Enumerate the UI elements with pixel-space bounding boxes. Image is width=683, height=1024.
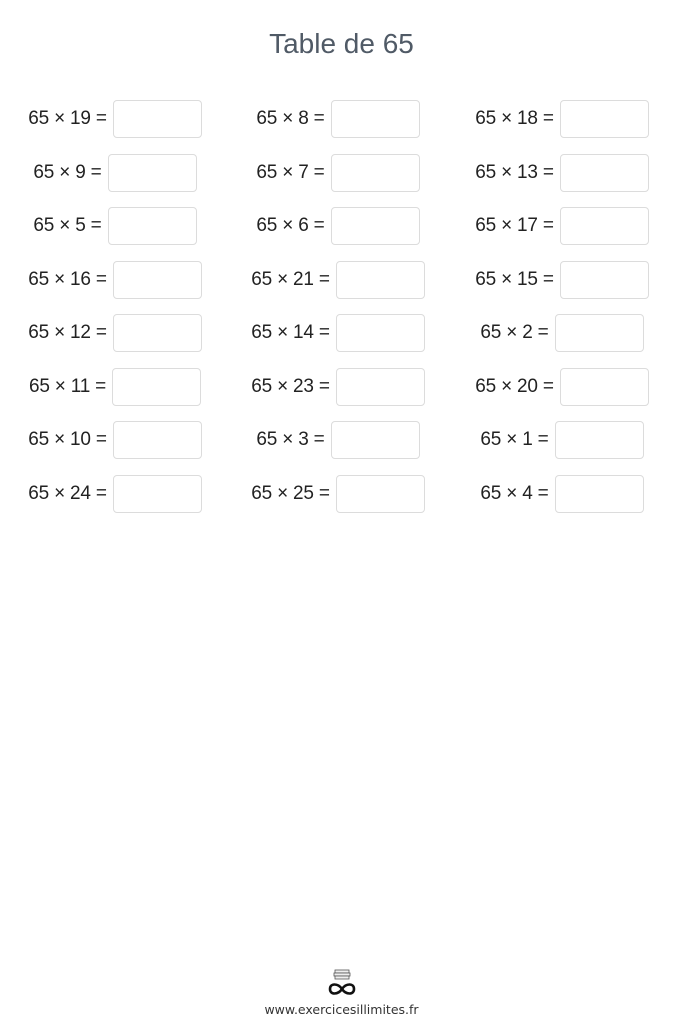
exercise-row <box>0 367 683 407</box>
answer-input[interactable] <box>560 261 649 299</box>
answer-input[interactable] <box>113 314 202 352</box>
exercise-label: 65 × 4 = <box>480 483 549 504</box>
exercise-label: 65 × 7 = <box>256 162 325 183</box>
exercise-item <box>226 420 450 460</box>
exercise-row <box>0 206 683 246</box>
exercise-item <box>450 206 674 246</box>
exercise-label: 65 × 17 = <box>475 215 554 236</box>
page-title: Table de 65 <box>269 28 414 59</box>
answer-input[interactable] <box>331 207 420 245</box>
exercise-row <box>0 313 683 353</box>
answer-input[interactable] <box>113 100 202 138</box>
exercise-item <box>226 153 450 193</box>
answer-input[interactable] <box>112 368 201 406</box>
exercise-label: 65 × 8 = <box>256 108 325 129</box>
site-url: www.exercicesillimites.fr <box>264 1002 419 1017</box>
exercise-label: 65 × 9 = <box>33 162 102 183</box>
answer-input[interactable] <box>336 314 425 352</box>
exercise-row <box>0 474 683 514</box>
exercise-label: 65 × 24 = <box>28 483 107 504</box>
exercise-label: 65 × 6 = <box>256 215 325 236</box>
answer-input[interactable] <box>113 261 202 299</box>
exercise-item <box>3 153 227 193</box>
exercise-label: 65 × 15 = <box>475 269 554 290</box>
answer-input[interactable] <box>331 154 420 192</box>
exercise-item <box>450 260 674 300</box>
exercise-item <box>226 367 450 407</box>
exercise-item <box>3 474 227 514</box>
answer-input[interactable] <box>560 154 649 192</box>
answer-input[interactable] <box>331 421 420 459</box>
answer-input[interactable] <box>113 475 202 513</box>
exercise-item <box>226 313 450 353</box>
exercise-item <box>3 420 227 460</box>
exercise-item <box>450 99 674 139</box>
exercise-label: 65 × 23 = <box>251 376 330 397</box>
exercise-item <box>450 313 674 353</box>
exercise-row <box>0 153 683 193</box>
answer-input[interactable] <box>336 475 425 513</box>
exercise-item <box>3 206 227 246</box>
exercise-row <box>0 260 683 300</box>
answer-input[interactable] <box>108 154 197 192</box>
exercise-label: 65 × 18 = <box>475 108 554 129</box>
exercise-row <box>0 420 683 460</box>
exercise-label: 65 × 1 = <box>480 429 549 450</box>
exercise-item <box>450 474 674 514</box>
exercise-label: 65 × 14 = <box>251 322 330 343</box>
answer-input[interactable] <box>113 421 202 459</box>
answer-input[interactable] <box>560 368 649 406</box>
exercise-label: 65 × 10 = <box>28 429 107 450</box>
answer-input[interactable] <box>331 100 420 138</box>
exercise-label: 65 × 5 = <box>33 215 102 236</box>
answer-input[interactable] <box>336 261 425 299</box>
answer-input[interactable] <box>555 314 644 352</box>
exercise-item <box>226 260 450 300</box>
exercise-label: 65 × 13 = <box>475 162 554 183</box>
exercise-label: 65 × 20 = <box>475 376 554 397</box>
exercise-label: 65 × 3 = <box>256 429 325 450</box>
exercise-label: 65 × 12 = <box>28 322 107 343</box>
exercise-item <box>226 99 450 139</box>
exercise-label: 65 × 21 = <box>251 269 330 290</box>
exercise-label: 65 × 11 = <box>28 376 107 397</box>
exercise-row <box>0 99 683 139</box>
exercise-item <box>226 206 450 246</box>
exercise-item <box>3 313 227 353</box>
exercise-item <box>3 367 227 407</box>
answer-input[interactable] <box>555 421 644 459</box>
exercise-label: 65 × 2 = <box>480 322 549 343</box>
exercise-item <box>3 260 227 300</box>
exercise-item <box>450 153 674 193</box>
exercise-label: 65 × 25 = <box>251 483 330 504</box>
answer-input[interactable] <box>336 368 425 406</box>
exercise-item <box>226 474 450 514</box>
exercise-label: 65 × 19 = <box>28 108 107 129</box>
exercise-item <box>450 420 674 460</box>
answer-input[interactable] <box>555 475 644 513</box>
exercise-item <box>450 367 674 407</box>
answer-input[interactable] <box>560 100 649 138</box>
answer-input[interactable] <box>108 207 197 245</box>
infinity-books-logo-icon <box>324 968 360 1000</box>
answer-input[interactable] <box>560 207 649 245</box>
exercise-label: 65 × 16 = <box>28 269 107 290</box>
exercise-item <box>3 99 227 139</box>
footer <box>0 968 683 1017</box>
